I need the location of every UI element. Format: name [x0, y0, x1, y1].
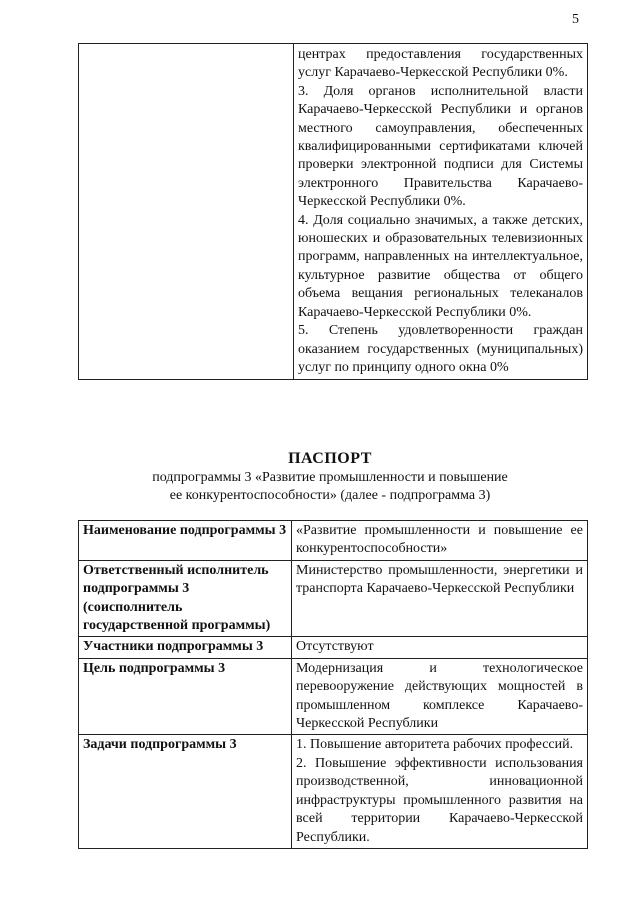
subtitle-line: ее конкурентоспособности» (далее - подпрограмма 3) — [169, 488, 491, 504]
empty-cell — [79, 44, 294, 380]
row-value: Модернизация и технологическое перевооружение действующих мощностей в промышленном комплексе Карачаево-Черкесской Республики — [292, 658, 588, 735]
table-row — [79, 658, 588, 735]
passport-table — [78, 520, 588, 849]
page-number: 5 — [572, 12, 579, 27]
row-label: Участники подпрограммы 3 — [79, 637, 292, 658]
row-label: Цель подпрограммы 3 — [79, 658, 292, 735]
continuation-table — [78, 43, 588, 380]
table-row — [79, 44, 588, 380]
indicators-cell — [294, 44, 588, 380]
table-row — [79, 735, 588, 848]
indicator-paragraph: 4. Доля социально значимых, а также детских, юношеских и образовательных телевизионных программ, направленных на интеллектуальное, культурное развитие общества от общего объема вещания региональных телеканалов Карачаево-Черкесской Республики 0%. — [298, 212, 583, 320]
task-item: 2. Повышение эффективности использования производственной, инновационной инфраструктуры промышленного развития на всей территории Карачаево-Черкесской Республики. — [296, 755, 583, 845]
task-item: 1. Повышение авторитета рабочих профессий. — [296, 737, 574, 753]
table-row — [79, 521, 588, 561]
row-value: «Развитие промышленности и повышение ее конкурентоспособности» — [292, 521, 588, 561]
indicator-paragraph: 3. Доля органов исполнительной власти Карачаево-Черкесской Республики и органов местного самоуправления, обеспеченных квалифицированными сертификатами ключей проверки электронной подписи для Системы электронного Правительства Карачаево-Черкесской Республики 0%. — [298, 83, 583, 210]
table-row — [79, 637, 588, 658]
row-label: Ответственный исполнитель подпрограммы 3 (соисполнитель государственной программы) — [79, 560, 292, 637]
row-value: Министерство промышленности, энергетики и транспорта Карачаево-Черкесской Республики — [292, 560, 588, 637]
passport-title: ПАСПОРТ — [288, 450, 372, 467]
subtitle-line: подпрограммы 3 «Развитие промышленности и повышение — [152, 470, 508, 485]
indicator-paragraph: центрах предоставления государственных услуг Карачаево-Черкесской Республики 0%. — [298, 47, 583, 81]
row-label: Задачи подпрограммы 3 — [79, 735, 292, 848]
row-value: Отсутствуют — [292, 637, 588, 658]
row-label: Наименование подпрограммы 3 — [79, 521, 292, 561]
passport-subtitle — [60, 469, 600, 506]
table-row — [79, 560, 588, 637]
tasks-cell — [292, 735, 588, 848]
indicator-paragraph: 5. Степень удовлетворенности граждан оказанием государственных (муниципальных) услуг по принципу одного окна 0% — [298, 323, 583, 375]
